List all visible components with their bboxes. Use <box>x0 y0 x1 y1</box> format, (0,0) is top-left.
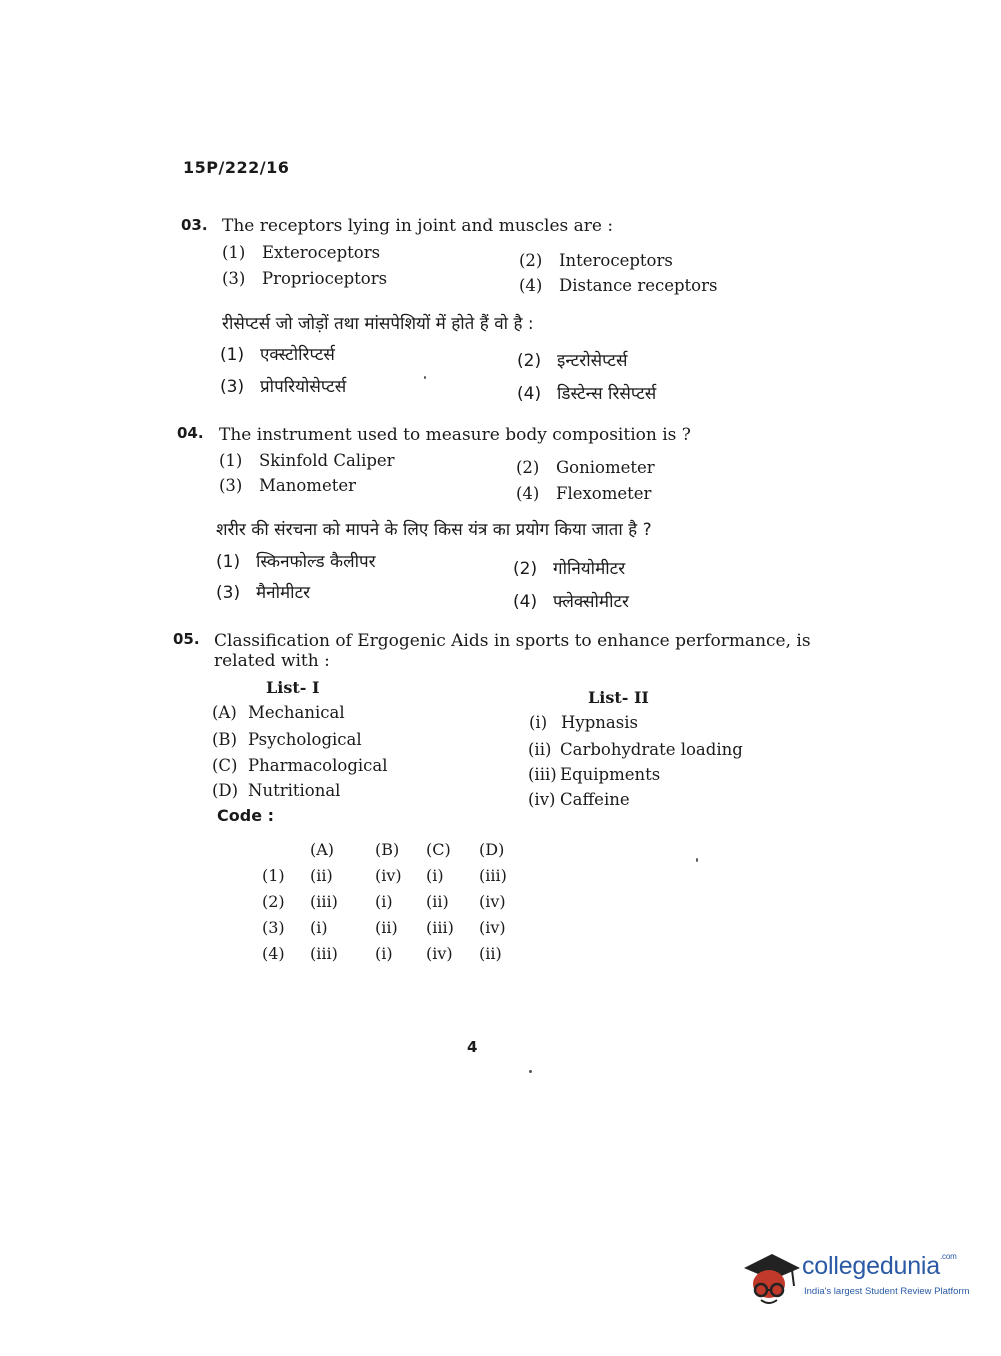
brand-tagline: India's largest Student Review Platform <box>804 1286 970 1297</box>
hindi-option-1: (1) स्किनफोल्ड कैलीपर <box>216 552 376 572</box>
code-option-number: (4) <box>262 943 285 963</box>
code-cell: (i) <box>375 891 393 911</box>
code-row <box>262 914 529 940</box>
code-cell: (ii) <box>426 891 449 911</box>
list1-item-b: (B) Psychological <box>212 730 362 749</box>
code-cell: (i) <box>426 865 444 885</box>
code-cell: (iii) <box>310 891 338 911</box>
code-cell: (i) <box>375 943 393 963</box>
code-header-row <box>262 836 529 862</box>
code-option-number: (1) <box>262 865 285 885</box>
code-table <box>262 836 529 966</box>
question-text-hindi: शरीर की संरचना को मापने के लिए किस यंत्र का प्रयोग किया जाता है ? <box>216 520 652 540</box>
question-number: 03. <box>181 216 208 234</box>
graduate-mascot-icon <box>742 1246 800 1312</box>
list1-item-c: (C) Pharmacological <box>212 756 388 775</box>
hindi-option-2: (2) इन्टरोसेप्टर्स <box>517 351 628 371</box>
hindi-option-1: (1) एक्स्टोरिप्टर्स <box>220 345 335 365</box>
code-option-number: (2) <box>262 891 285 911</box>
option-1: (1) Skinfold Caliper <box>219 451 395 470</box>
hindi-option-2: (2) गोनियोमीटर <box>513 559 626 579</box>
option-2: (2) Goniometer <box>516 458 655 477</box>
list1-item-d: (D) Nutritional <box>212 781 341 800</box>
code-header-cell: (D) <box>479 839 505 859</box>
code-cell: (iii) <box>426 917 454 937</box>
question-text: Classification of Ergogenic Aids in sports to enhance performance, is <box>214 631 811 651</box>
question-number: 04. <box>177 424 204 442</box>
code-row <box>262 862 529 888</box>
option-4: (4) Flexometer <box>516 484 652 503</box>
option-4: (4) Distance receptors <box>519 276 718 295</box>
code-label: Code : <box>217 806 275 825</box>
code-cell: (iv) <box>479 917 506 937</box>
question-text: The receptors lying in joint and muscles are : <box>222 216 614 236</box>
code-header-cell: (C) <box>426 839 451 859</box>
code-cell: (iv) <box>426 943 453 963</box>
hindi-option-4: (4) फ्लेक्सोमीटर <box>513 592 629 612</box>
hindi-option-3: (3) प्रोपरियोसेप्टर्स <box>220 377 347 397</box>
brand-name: collegedunia$^{.com}$ <box>802 1252 957 1280</box>
scan-speck <box>529 1070 532 1073</box>
code-header-cell: (A) <box>310 839 335 859</box>
code-header-cell: (B) <box>375 839 400 859</box>
page-number: 4 <box>467 1038 478 1056</box>
scan-speck <box>424 376 426 379</box>
list1-heading: List- I <box>266 678 320 697</box>
paper-code: 15P/222/16 <box>183 158 290 177</box>
code-cell: (ii) <box>375 917 398 937</box>
code-cell: (ii) <box>310 865 333 885</box>
list2-heading: List- II <box>588 688 649 707</box>
code-cell: (i) <box>310 917 328 937</box>
option-2: (2) Interoceptors <box>519 251 673 270</box>
question-text: The instrument used to measure body composition is ? <box>219 425 691 445</box>
option-1: (1) Exteroceptors <box>222 243 381 262</box>
list2-item-ii: (ii) Carbohydrate loading <box>528 740 743 759</box>
option-3: (3) Proprioceptors <box>222 269 388 288</box>
question-text-hindi: रीसेप्टर्स जो जोड़ों तथा मांसपेशियों में होते हैं वो है : <box>222 314 534 334</box>
code-cell: (iii) <box>310 943 338 963</box>
list2-item-iv: (iv) Caffeine <box>528 790 630 809</box>
option-3: (3) Manometer <box>219 476 356 495</box>
code-option-number: (3) <box>262 917 285 937</box>
list1-item-a: (A) Mechanical <box>212 703 345 722</box>
scan-speck <box>696 858 698 862</box>
question-number: 05. <box>173 630 200 648</box>
hindi-option-4: (4) डिस्टेन्स रिसेप्टर्स <box>517 384 657 404</box>
code-cell: (iii) <box>479 865 507 885</box>
list2-item-i: (i) Hypnasis <box>529 713 638 732</box>
code-row <box>262 940 529 966</box>
brand-watermark <box>742 1246 972 1316</box>
code-row <box>262 888 529 914</box>
question-text-line2: related with : <box>214 651 330 671</box>
code-cell: (iv) <box>375 865 402 885</box>
code-cell: (ii) <box>479 943 502 963</box>
code-cell: (iv) <box>479 891 506 911</box>
hindi-option-3: (3) मैनोमीटर <box>216 583 311 603</box>
list2-item-iii: (iii) Equipments <box>528 765 661 784</box>
